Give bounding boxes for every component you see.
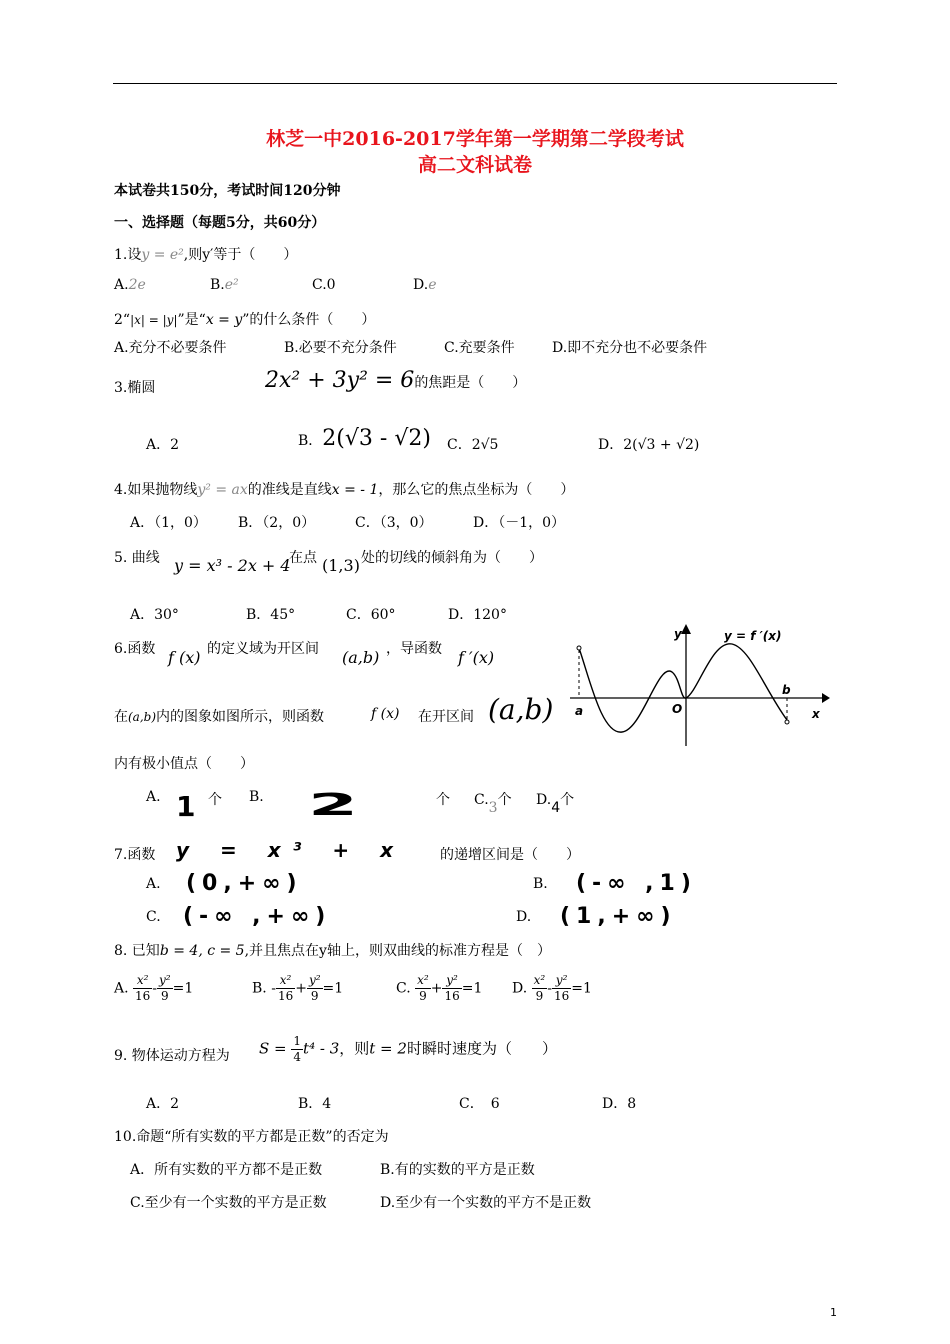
q6-mid2: ，导函数 xyxy=(386,641,442,657)
q8-den1: 9 xyxy=(419,989,427,1003)
q3-text: 3.椭圆 xyxy=(114,380,156,396)
q6-b-value: 2 xyxy=(308,788,359,823)
derivative-curve xyxy=(579,644,787,732)
b-open-point xyxy=(785,720,789,724)
q10-option-a: A．所有实数的平方都不是正数 xyxy=(130,1162,323,1178)
q8-option-b xyxy=(252,973,343,1004)
q1-option-b xyxy=(210,277,239,293)
q3-option-b xyxy=(298,426,431,451)
q4-option-d: D．（－1，0） xyxy=(473,515,566,531)
q7-option-a xyxy=(186,871,303,896)
q8-den2: 9 xyxy=(310,989,319,1003)
q8-rhs: =1 xyxy=(322,980,344,997)
q4-option-a: A．（1，0） xyxy=(130,515,207,531)
q8-opt-label: B. xyxy=(252,980,267,997)
q7-tail: 的递增区间是（ ） xyxy=(440,847,580,863)
q9-option-a: A．2 xyxy=(146,1096,180,1112)
q8-option-a xyxy=(114,973,193,1004)
q8-frac1 xyxy=(532,973,548,1004)
q8-den1: 16 xyxy=(277,989,294,1003)
q5-option-b: B．45° xyxy=(246,607,296,623)
y-label: y xyxy=(674,627,682,641)
q6-fprime-expr: f ′(x) xyxy=(458,648,495,667)
q8-opt-sign: - xyxy=(271,980,276,997)
q6-option-a-value xyxy=(176,790,201,823)
q3-equation xyxy=(265,368,526,393)
q9-text: 9. 物体运动方程为 xyxy=(114,1048,230,1064)
curve-label: y = f ′(x) xyxy=(724,629,782,643)
q3-b-label: B． xyxy=(298,433,323,449)
page-number: 1 xyxy=(830,1306,837,1319)
q6-c-label: C. xyxy=(474,792,489,808)
q9-num: 1 xyxy=(293,1034,302,1048)
q6-line2 xyxy=(114,706,324,726)
q8-frac2 xyxy=(157,973,173,1004)
q2-option-d: D.即不充分也不必要条件 xyxy=(552,340,708,356)
q6-f2-expr: f (x) xyxy=(371,706,400,722)
q6-option-c xyxy=(474,789,512,816)
q7-c-value: (-∞ ,+∞) xyxy=(183,904,332,929)
question-5 xyxy=(114,547,160,567)
q1-d-value: e xyxy=(428,277,437,293)
q6-interval-big-expr: (a,b) xyxy=(488,693,554,726)
q1-a-value: 2e xyxy=(128,277,146,293)
q8-num1: x² xyxy=(276,973,295,989)
q9-s: S = xyxy=(259,1039,287,1058)
exam-subtitle: 高二文科试卷 xyxy=(417,154,532,176)
q8-rhs: =1 xyxy=(571,980,592,997)
q3-d-label: D． xyxy=(598,437,624,453)
q3-c-value: 2√5 xyxy=(471,437,499,453)
q8-num1: x² xyxy=(133,973,152,989)
q6-option-b-unit: 个 xyxy=(436,792,450,808)
q7-b-value: (-∞ ,1) xyxy=(576,871,697,896)
q3-option-d xyxy=(598,434,699,454)
q8-opt-label: A. xyxy=(114,980,129,997)
b-label: b xyxy=(782,683,791,697)
q8-op: - xyxy=(152,980,158,997)
q1-option-a xyxy=(114,277,146,293)
q6-mid: 的定义域为开区间 xyxy=(207,641,319,657)
q6-fprime xyxy=(458,648,494,667)
q6-option-b: B. xyxy=(249,789,264,805)
derivative-graph xyxy=(560,620,830,755)
q1-option-d xyxy=(413,277,436,293)
q8-frac2 xyxy=(552,973,571,1004)
q2-text: 2“ xyxy=(114,312,131,328)
x-axis-arrow xyxy=(822,693,830,703)
q8-opt-label: C. xyxy=(396,980,411,997)
q8-tail: ,并且焦点在y轴上，则双曲线的标准方程是（ ） xyxy=(244,943,551,959)
q6-line2b: 内的图象如图所示，则函数 xyxy=(156,709,325,725)
q8-num2: y² xyxy=(308,973,321,987)
q8-frac1 xyxy=(276,973,295,1004)
q8-frac2 xyxy=(442,973,461,1004)
y-axis-arrow xyxy=(681,624,691,634)
q8-num1: x² xyxy=(533,973,546,987)
q1-a-label: A. xyxy=(114,277,129,293)
q1-b-label: B. xyxy=(210,277,225,293)
q6-f xyxy=(168,648,201,667)
q1-d-label: D. xyxy=(413,277,429,293)
q3-c-label: C． xyxy=(447,437,472,453)
q8-frac1 xyxy=(133,973,152,1004)
q7-option-c-label: C. xyxy=(146,909,161,925)
q4-option-c: C．（3，0） xyxy=(355,515,433,531)
q6-d-label: D. xyxy=(536,792,552,808)
q8-rhs: =1 xyxy=(461,980,483,997)
q6-interval-small: (a,b) xyxy=(128,710,157,724)
q8-num2: y² xyxy=(442,973,461,989)
q8-frac1 xyxy=(415,973,431,1004)
q6-option-a-unit: 个 xyxy=(208,792,222,808)
q9-tail: 时瞬时速度为（ ） xyxy=(406,1039,557,1058)
question-8 xyxy=(114,940,551,960)
q7-text: 7.函数 xyxy=(114,847,156,863)
q9-option-c: C． 6 xyxy=(459,1096,500,1112)
q9-mid: ，则 xyxy=(339,1039,370,1058)
q8-den2: 9 xyxy=(161,989,169,1003)
q9-option-b: B．4 xyxy=(298,1096,332,1112)
q6-line2a: 在 xyxy=(114,709,128,725)
question-10: 10.命题“所有实数的平方都是正数”的否定为 xyxy=(114,1129,389,1145)
q7-a-value: (0,+∞) xyxy=(186,871,303,896)
q5-option-d: D．120° xyxy=(448,607,507,623)
a-label: a xyxy=(575,704,584,718)
q8-den1: 16 xyxy=(135,989,151,1003)
q7-option-c xyxy=(183,904,331,929)
q2-option-c: C.充要条件 xyxy=(444,340,515,356)
q1-expr: y = e² xyxy=(141,247,184,263)
q9-fraction xyxy=(291,1034,303,1065)
q7-expr-wrap xyxy=(176,838,405,862)
q6-line2c: 在开区间 xyxy=(418,709,474,725)
q10-option-d: D.至少有一个实数的平方不是正数 xyxy=(380,1195,592,1211)
q9-den: 4 xyxy=(293,1050,302,1064)
question-3 xyxy=(114,377,155,397)
q5-option-a: A．30° xyxy=(130,607,179,623)
question-1 xyxy=(114,244,297,264)
q4-mid: 的准线是直线 xyxy=(247,482,332,498)
q6-text: 6.函数 xyxy=(114,641,156,657)
q7-expr: y = x³ + x xyxy=(176,838,405,862)
q2-expr2: x = y xyxy=(205,312,243,328)
q6-option-a xyxy=(146,789,161,805)
q5-point: (1,3) xyxy=(322,556,360,575)
q7-option-a-label: A. xyxy=(146,876,161,892)
q4-expr: y² = ax xyxy=(197,482,248,498)
q7-option-b-label: B. xyxy=(533,876,548,892)
question-7 xyxy=(114,844,155,864)
question-2 xyxy=(114,309,375,329)
q6-c-unit: 个 xyxy=(497,792,512,808)
q5-text: 5. 曲线 xyxy=(114,550,160,566)
q8-opt-label: D. xyxy=(512,980,528,997)
q8-rhs: =1 xyxy=(172,980,194,997)
q7-option-d-label: D. xyxy=(516,909,532,925)
q6-option-b-value xyxy=(308,788,359,823)
q8-expr: b = 4, c = 5 xyxy=(159,943,245,959)
q6-f-expr: f (x) xyxy=(168,648,201,667)
q8-option-c xyxy=(396,973,482,1004)
section-heading: 一、选择题（每题5分，共60分） xyxy=(114,215,326,231)
q6-interval-expr: (a,b) xyxy=(342,648,380,667)
q4-expr2: x = - 1 xyxy=(331,482,379,498)
q1-text: 1.设 xyxy=(114,247,142,263)
q8-op: + xyxy=(430,980,443,997)
q3-d-value: 2(√3 + √2) xyxy=(623,437,700,453)
exam-intro: 本试卷共150分，考试时间120分钟 xyxy=(114,183,341,199)
q8-den2: 16 xyxy=(444,989,460,1003)
q8-op: + xyxy=(295,980,307,997)
q8-option-d xyxy=(512,973,592,1004)
q5-mid-text: 在点 xyxy=(289,550,317,566)
a-open-point xyxy=(577,646,581,650)
header-rule xyxy=(113,83,837,84)
q3-option-a: A．2 xyxy=(146,437,180,453)
q8-num2: y² xyxy=(159,973,171,987)
q8-num2: y² xyxy=(552,973,571,989)
q6-a-label: A. xyxy=(146,789,161,805)
q6-c-value: 3 xyxy=(488,800,498,816)
q7-d-value: (1,+∞) xyxy=(560,904,677,929)
q6-f2 xyxy=(371,706,399,722)
q10-option-c: C.至少有一个实数的平方是正数 xyxy=(130,1195,327,1211)
question-4 xyxy=(114,479,574,499)
q3-tail: 的焦距是（ ） xyxy=(414,375,527,391)
q6-option-d xyxy=(536,789,575,816)
q9-option-d: D．8 xyxy=(602,1096,637,1112)
q8-num1: x² xyxy=(417,973,429,987)
q10-option-b: B.有的实数的平方是正数 xyxy=(380,1162,535,1178)
q2-option-b: B.必要不充分条件 xyxy=(284,340,397,356)
question-9 xyxy=(114,1045,230,1065)
q8-frac2 xyxy=(307,973,323,1004)
q3-expr: 2x² + 3y² = 6 xyxy=(265,368,415,393)
q8-op: - xyxy=(547,980,552,997)
q6-a-value: 1 xyxy=(176,790,202,823)
q6-interval-big xyxy=(488,693,553,726)
q3-b-value: 2(√3 - √2) xyxy=(322,426,431,451)
q2-expr1: |x| = |y| xyxy=(130,313,178,327)
q4-option-b: B．（2，0） xyxy=(238,515,316,531)
q2-tail: ”的什么条件（ ） xyxy=(242,312,376,328)
q5-tail: 处的切线的倾斜角为（ ） xyxy=(361,550,543,566)
origin-label: O xyxy=(672,702,683,716)
q1-tail: ,则y′等于（ ） xyxy=(183,247,298,263)
q8-den1: 9 xyxy=(535,989,544,1003)
q8-den2: 16 xyxy=(553,989,570,1003)
q9-formula xyxy=(259,1034,557,1065)
q1-b-value: e² xyxy=(224,277,239,293)
q6-d-value: 4 xyxy=(551,800,561,816)
q5-curve xyxy=(174,556,291,575)
q5-mid xyxy=(289,547,317,567)
q9-rest: t⁴ - 3 xyxy=(303,1039,340,1058)
q2-mid: ”是“ xyxy=(177,312,206,328)
q6-d-unit: 个 xyxy=(560,792,575,808)
q2-option-a: A.充分不必要条件 xyxy=(114,340,227,356)
q5-expr: y = x³ - 2x + 4 xyxy=(174,556,291,575)
q7-option-b xyxy=(576,871,697,896)
q6-interval xyxy=(342,648,379,667)
q4-tail: ，那么它的焦点坐标为（ ） xyxy=(378,482,575,498)
q6-line3: 内有极小值点（ ） xyxy=(114,756,254,772)
x-label: x xyxy=(812,707,820,721)
q4-text: 4.如果抛物线 xyxy=(114,482,198,498)
q3-option-c xyxy=(447,434,498,454)
q9-t: t = 2 xyxy=(369,1039,407,1058)
q8-text: 8. 已知 xyxy=(114,943,160,959)
q7-option-d xyxy=(560,904,677,929)
q1-option-c: C.0 xyxy=(312,277,336,293)
exam-title: 林芝一中2016-2017学年第一学期第二学段考试 xyxy=(266,128,684,150)
q5-option-c: C．60° xyxy=(346,607,396,623)
